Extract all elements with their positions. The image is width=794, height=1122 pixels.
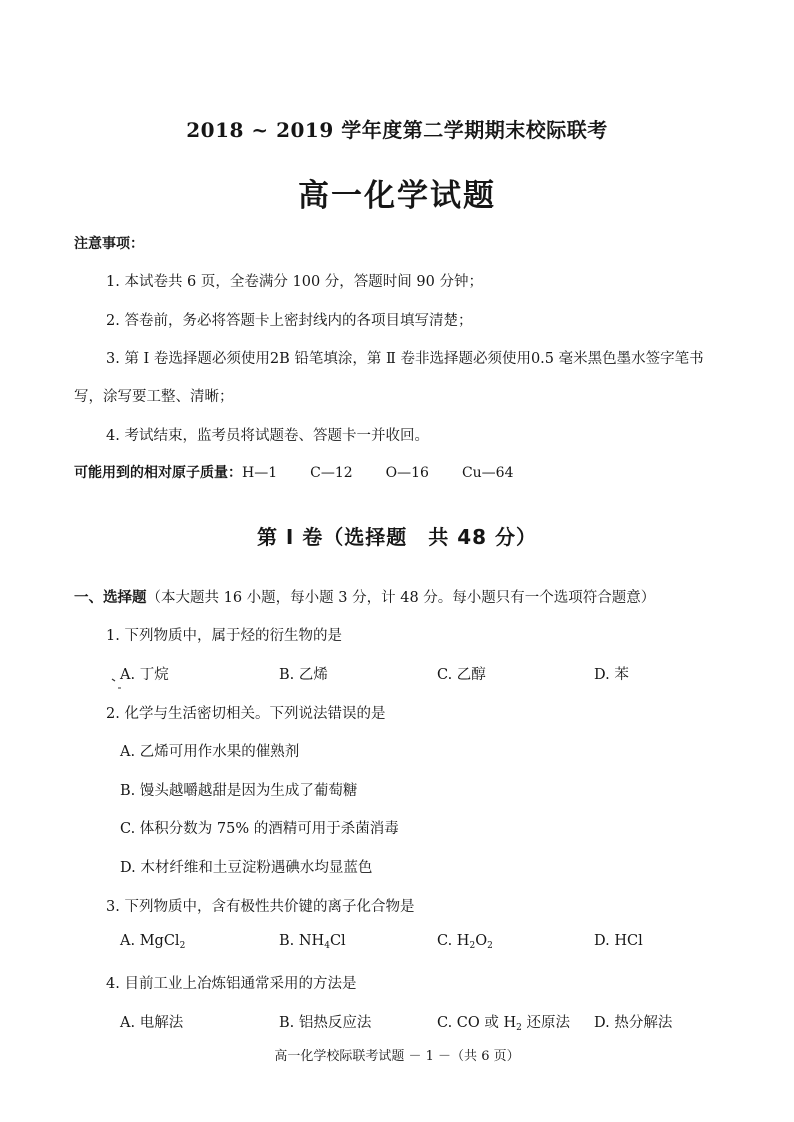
- question-1-option-d: D. 苯: [594, 667, 629, 683]
- question-4-option-d: D. 热分解法: [594, 1015, 673, 1031]
- question-3-stem: 3. 下列物质中，含有极性共价键的离子化合物是: [106, 899, 415, 915]
- question-3-option-a: A. MgCl$_2$: [120, 933, 186, 951]
- part-title-label: 一、选择题: [74, 590, 147, 606]
- question-4-stem: 4. 目前工业上冶炼铝通常采用的方法是: [106, 976, 357, 992]
- question-4-option-c: C. CO 或 $H_2$ 还原法: [437, 1015, 570, 1033]
- notice-item-1: 1. 本试卷共 6 页，全卷满分 100 分，答题时间 90 分钟；: [106, 274, 483, 290]
- atomic-mass-o: O—16: [385, 465, 429, 481]
- question-3-option-d: D. HCl: [594, 933, 643, 949]
- part-instruction: （本大题共 16 小题，每小题 3 分，计 48 分。每小题只有一个选项符合题意）: [146, 590, 656, 606]
- question-1-stem: 1. 下列物质中，属于烃的衍生物的是: [106, 628, 342, 644]
- question-1-option-c: C. 乙醇: [437, 667, 486, 683]
- atomic-mass-c: C—12: [310, 465, 353, 481]
- question-1-option-b: B. 乙烯: [279, 667, 328, 683]
- atomic-masses-label: 可能用到的相对原子质量：: [74, 465, 242, 481]
- notice-item-4: 4. 考试结束，监考员将试题卷、答题卡一并收回。: [106, 428, 429, 444]
- question-3-option-b: B. $NH_4Cl$: [279, 933, 346, 951]
- question-4-option-b: B. 铝热反应法: [279, 1015, 372, 1031]
- atomic-masses: [74, 462, 547, 482]
- question-3-option-c: C. $H_2O_2$: [437, 933, 493, 951]
- notice-title: 注意事项：: [74, 236, 144, 252]
- question-2-option-c: C. 体积分数为 75% 的酒精可用于杀菌消毒: [120, 821, 399, 837]
- question-4-option-a: A. 电解法: [120, 1015, 184, 1031]
- subject-title: 高一化学试题: [298, 178, 496, 214]
- question-2-stem: 2. 化学与生活密切相关。下列说法错误的是: [106, 706, 386, 722]
- notice-item-2: 2. 答卷前，务必将答题卡上密封线内的各项目填写清楚；: [106, 313, 473, 329]
- notice-item-3-continued: 写，涂写要工整、清晰；: [74, 389, 234, 405]
- atomic-mass-cu: Cu—64: [461, 465, 514, 481]
- question-2-option-a: A. 乙烯可用作水果的催熟剂: [120, 744, 300, 760]
- page-footer: 高一化学校际联考试题 － 1 －（共 6 页）: [274, 1049, 520, 1064]
- notice-item-3: 3. 第 Ⅰ 卷选择题必须使用2B 铅笔填涂，第 Ⅱ 卷非选择题必须使用0.5 毫米黑色墨水签字笔书: [106, 351, 704, 367]
- exam-title: 2018 ~ 2019 学年度第二学期期末校际联考: [186, 118, 608, 142]
- question-2-option-d: D. 木材纤维和土豆淀粉遇碘水均显蓝色: [120, 860, 373, 876]
- atomic-mass-h: H—1: [242, 465, 278, 481]
- question-2-option-b: B. 馒头越嚼越甜是因为生成了葡萄糖: [120, 783, 358, 799]
- part-title: [74, 586, 655, 607]
- section-title: 第 Ⅰ 卷（选择题 共 48 分）: [256, 525, 538, 549]
- question-1-option-a: A. 丁烷: [120, 667, 169, 683]
- pen-mark-icon: [110, 671, 122, 691]
